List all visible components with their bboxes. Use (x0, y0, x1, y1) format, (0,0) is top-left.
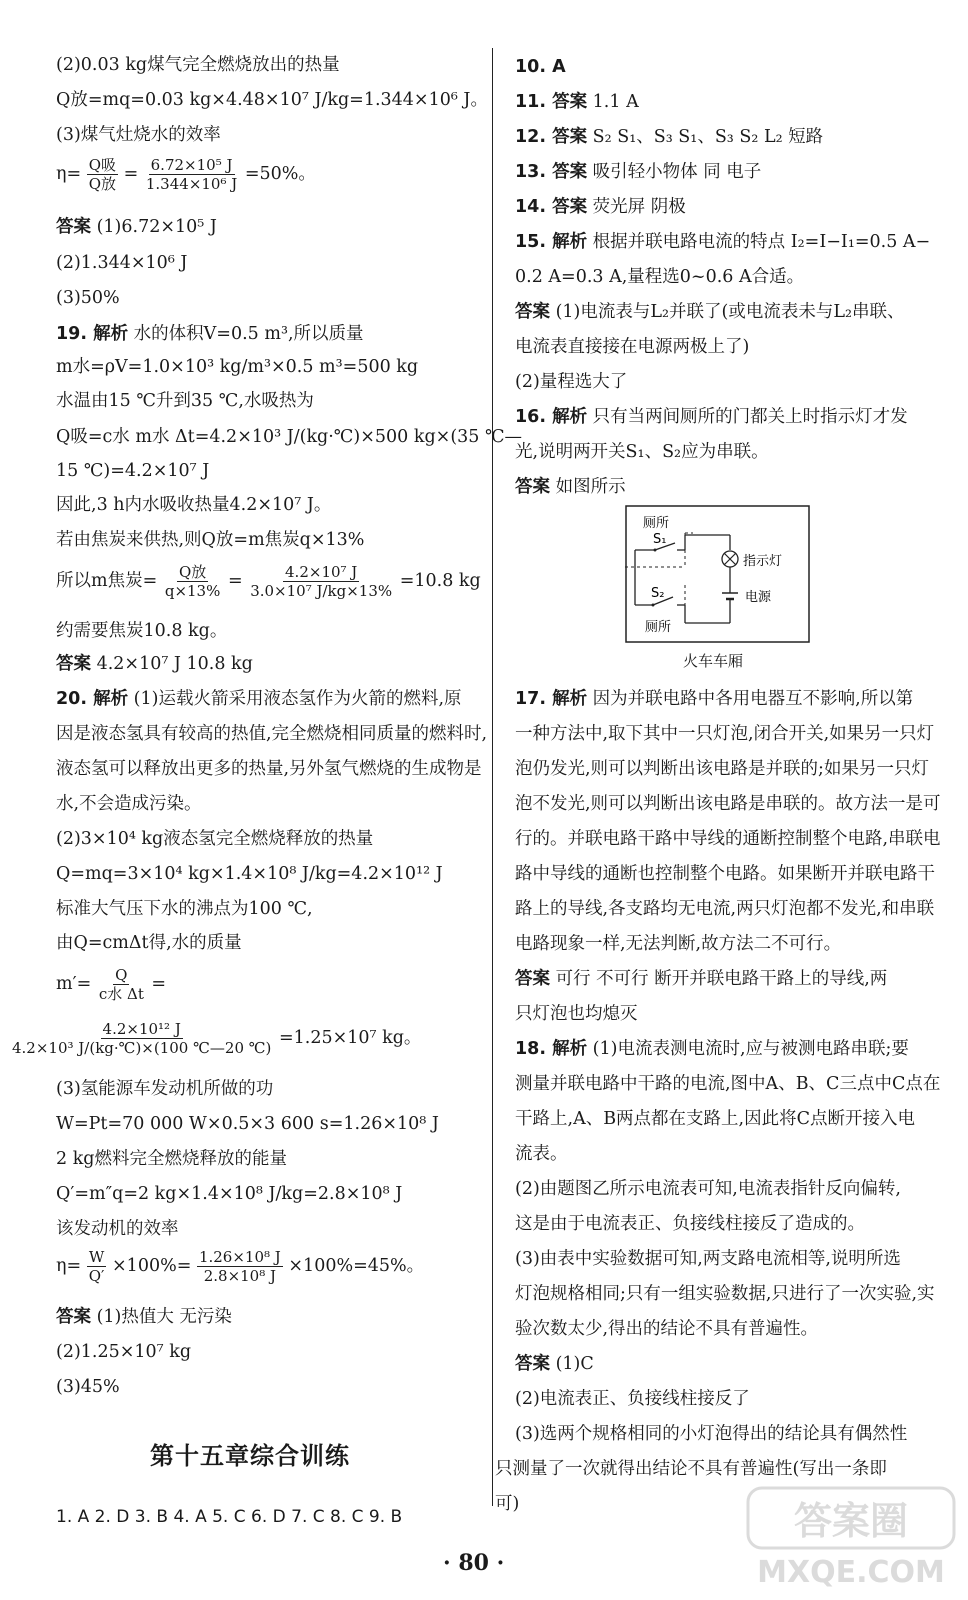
text-line: 流表。 (515, 1144, 568, 1164)
analysis-line: 15. 解析 根据并联电路电流的特点 I₂=I−I₁=0.5 A− (515, 232, 931, 252)
text-line: 验次数太少,得出的结论不具有普遍性。 (515, 1319, 819, 1339)
answer-line: 答案 4.2×10⁷ J 10.8 kg (56, 654, 253, 674)
circuit-caption: 火车车厢 (683, 652, 744, 670)
label-s2: S₂ (651, 586, 665, 601)
page-number: · 80 · (443, 1550, 505, 1576)
text-line: Q吸=c水 m水 Δt=4.2×10³ J/(kg·℃)×500 kg×(35 ℃— (56, 427, 523, 447)
text-line: 0.2 A=0.3 A,量程选0~0.6 A合适。 (515, 267, 805, 287)
column-divider (492, 48, 493, 1506)
text-line: 约需要焦炭10.8 kg。 (56, 621, 228, 641)
text-line: (2)3×10⁴ kg液态氢完全燃烧释放的热量 (56, 829, 374, 849)
text-line: m水=ρV=1.0×10³ kg/m³×0.5 m³=500 kg (56, 357, 419, 377)
answer-line: 13. 答案 吸引轻小物体 同 电子 (515, 162, 762, 182)
text-line: 泡不发光,则可以判断出该电路是串联的。故方法一是可 (515, 794, 941, 814)
text-line: 因此,3 h内水吸收热量4.2×10⁷ J。 (56, 495, 332, 515)
text-line: 水,不会造成污染。 (56, 794, 202, 814)
svg-text:MXQE.COM: MXQE.COM (757, 1555, 945, 1590)
text-line: Q=mq=3×10⁴ kg×1.4×10⁸ J/kg=4.2×10¹² J (56, 864, 443, 884)
text-line: 标准大气压下水的沸点为100 ℃, (56, 899, 313, 919)
answer-line: 答案 (1)热值大 无污染 (56, 1307, 232, 1327)
text-line: 这是由于电流表正、负接线柱接反了造成的。 (515, 1214, 865, 1234)
answer-line: 14. 答案 荧光屏 阴极 (515, 197, 686, 217)
text-line: (2)0.03 kg煤气完全燃烧放出的热量 (56, 55, 340, 75)
label-source: 电源 (745, 590, 772, 605)
text-line: 可) (495, 1494, 520, 1514)
text-line: (3)氢能源车发动机所做的功 (56, 1079, 274, 1099)
text-line: (2)1.344×10⁶ J (56, 253, 188, 273)
formula-water-mass: m′= $\frac{Q}{\text{c水 Δt}}$ = (56, 966, 167, 1003)
text-line: 泡仍发光,则可以判断出该电路是并联的;如果另一只灯 (515, 759, 929, 779)
text-line: (3)由表中实验数据可知,两支路电流相等,说明所选 (515, 1249, 901, 1269)
mc-answers: 1. A 2. D 3. B 4. A 5. C 6. D 7. C 8. C 9. B (56, 1507, 403, 1527)
analysis-line: 20. 解析 (1)运载火箭采用液态氢作为火箭的燃料,原 (56, 689, 462, 709)
text-line: (3)煤气灶烧水的效率 (56, 125, 221, 145)
analysis-line: 16. 解析 只有当两间厕所的门都关上时指示灯才发 (515, 407, 908, 427)
formula-coke-mass: 所以m焦炭= $\frac{\text{Q放}}{q\times 13\%}$ = $\frac{\text{4.2×10⁷ J}}{\text{3.0×10⁷ J/kg×13\%}}$ =10.8 kg (56, 563, 481, 600)
text-line: 干路上,A、B两点都在支路上,因此将C点断开接入电 (515, 1109, 916, 1129)
text-line: (2)电流表正、负接线柱接反了 (515, 1389, 750, 1409)
analysis-line: 18. 解析 (1)电流表测电流时,应与被测电路串联;要 (515, 1039, 909, 1059)
answer-line: 答案 (1)电流表与L₂并联了(或电流表未与L₂串联、 (515, 302, 905, 322)
answer-line: 答案 (1)C (515, 1354, 594, 1374)
analysis-line: 17. 解析 因为并联电路中各用电器互不影响,所以第 (515, 689, 914, 709)
text-line: 2 kg燃料完全燃烧释放的能量 (56, 1149, 288, 1169)
text-line: Q放=mq=0.03 kg×4.48×10⁷ J/kg=1.344×10⁶ J。 (56, 90, 488, 110)
text-line: 电流表直接接在电源两极上了) (515, 337, 750, 357)
text-line: 只灯泡也均熄灭 (515, 1004, 638, 1024)
text-line: 路中导线的通断也控制整个电路。如果断开并联电路干 (515, 864, 935, 884)
text-line: 灯泡规格相同;只有一组实验数据,只进行了一次实验,实 (515, 1284, 935, 1304)
text-line: 该发动机的效率 (56, 1219, 179, 1239)
text-line: (3)45% (56, 1377, 120, 1397)
svg-text:答案圈: 答案圈 (793, 1499, 909, 1543)
text-line: Q′=m″q=2 kg×1.4×10⁸ J/kg=2.8×10⁸ J (56, 1184, 403, 1204)
text-line: 行的。并联电路干路中导线的通断控制整个电路,串联电 (515, 829, 941, 849)
text-line: W=Pt=70 000 W×0.5×3 600 s=1.26×10⁸ J (56, 1114, 439, 1134)
text-line: 水温由15 ℃升到35 ℃,水吸热为 (56, 391, 314, 411)
text-line: (3)50% (56, 288, 120, 308)
label-toilet-2: 厕所 (645, 620, 672, 635)
text-line: 因是液态氢具有较高的热值,完全燃烧相同质量的燃料时, (56, 724, 488, 744)
text-line: 若由焦炭来供热,则Q放=m焦炭q×13% (56, 530, 365, 550)
answer-line: 答案 如图所示 (515, 477, 626, 497)
circuit-diagram (625, 505, 810, 645)
text-line: 15 ℃)=4.2×10⁷ J (56, 461, 210, 481)
text-line: 电路现象一样,无法判断,故方法二不可行。 (515, 934, 842, 954)
label-s1: S₁ (653, 532, 667, 547)
text-line: (2)量程选大了 (515, 372, 628, 392)
answer-line: 答案 可行 不可行 断开并联电路干路上的导线,两 (515, 969, 888, 989)
text-line: 10. A (515, 57, 566, 77)
text-line: 测量并联电路中干路的电流,图中A、B、C三点中C点在 (515, 1074, 941, 1094)
answer-line: 11. 答案 1.1 A (515, 92, 639, 112)
formula-water-mass-result: $\frac{\text{4.2×10¹² J}}{\text{4.2×10³ J/(kg·℃)×(100 ℃—20 ℃)}}$ =1.25×10⁷ kg。 (12, 1020, 422, 1057)
chapter-title: 第十五章综合训练 (150, 1442, 350, 1470)
text-line: 光,说明两开关S₁、S₂应为串联。 (515, 442, 769, 462)
answer-line: 12. 答案 S₂ S₁、S₃ S₁、S₃ S₂ L₂ 短路 (515, 127, 824, 147)
text-line: 只测量了一次就得出结论不具有普遍性(写出一条即 (495, 1459, 887, 1479)
text-line: 液态氢可以释放出更多的热量,另外氢气燃烧的生成物是 (56, 759, 482, 779)
text-line: (2)由题图乙所示电流表可知,电流表指针反向偏转, (515, 1179, 901, 1199)
label-toilet-1: 厕所 (643, 516, 670, 531)
watermark-logo (746, 1482, 956, 1592)
label-lamp: 指示灯 (743, 554, 783, 569)
text-line: 由Q=cmΔt得,水的质量 (56, 933, 242, 953)
answer-line: 答案 (1)6.72×10⁵ J (56, 217, 217, 237)
formula-engine-efficiency: η= $\frac{W}{Q'}$ ×100%= $\frac{\text{1.26×10⁸ J}}{\text{2.8×10⁸ J}}$ ×100%=45%。 (56, 1248, 425, 1285)
text-line: 一种方法中,取下其中一只灯泡,闭合开关,如果另一只灯 (515, 724, 935, 744)
text-line: (2)1.25×10⁷ kg (56, 1342, 192, 1362)
text-line: (3)选两个规格相同的小灯泡得出的结论具有偶然性 (515, 1424, 908, 1444)
text-line: 路上的导线,各支路均无电流,两只灯泡都不发光,和串联 (515, 899, 935, 919)
formula-efficiency: η= $\frac{\text{Q吸}}{\text{Q放}}$ = $\frac{\text{6.72×10⁵ J}}{\text{1.344×10⁶ J}}$ =50%。 (56, 156, 316, 193)
analysis-line: 19. 解析 水的体积V=0.5 m³,所以质量 (56, 324, 364, 344)
